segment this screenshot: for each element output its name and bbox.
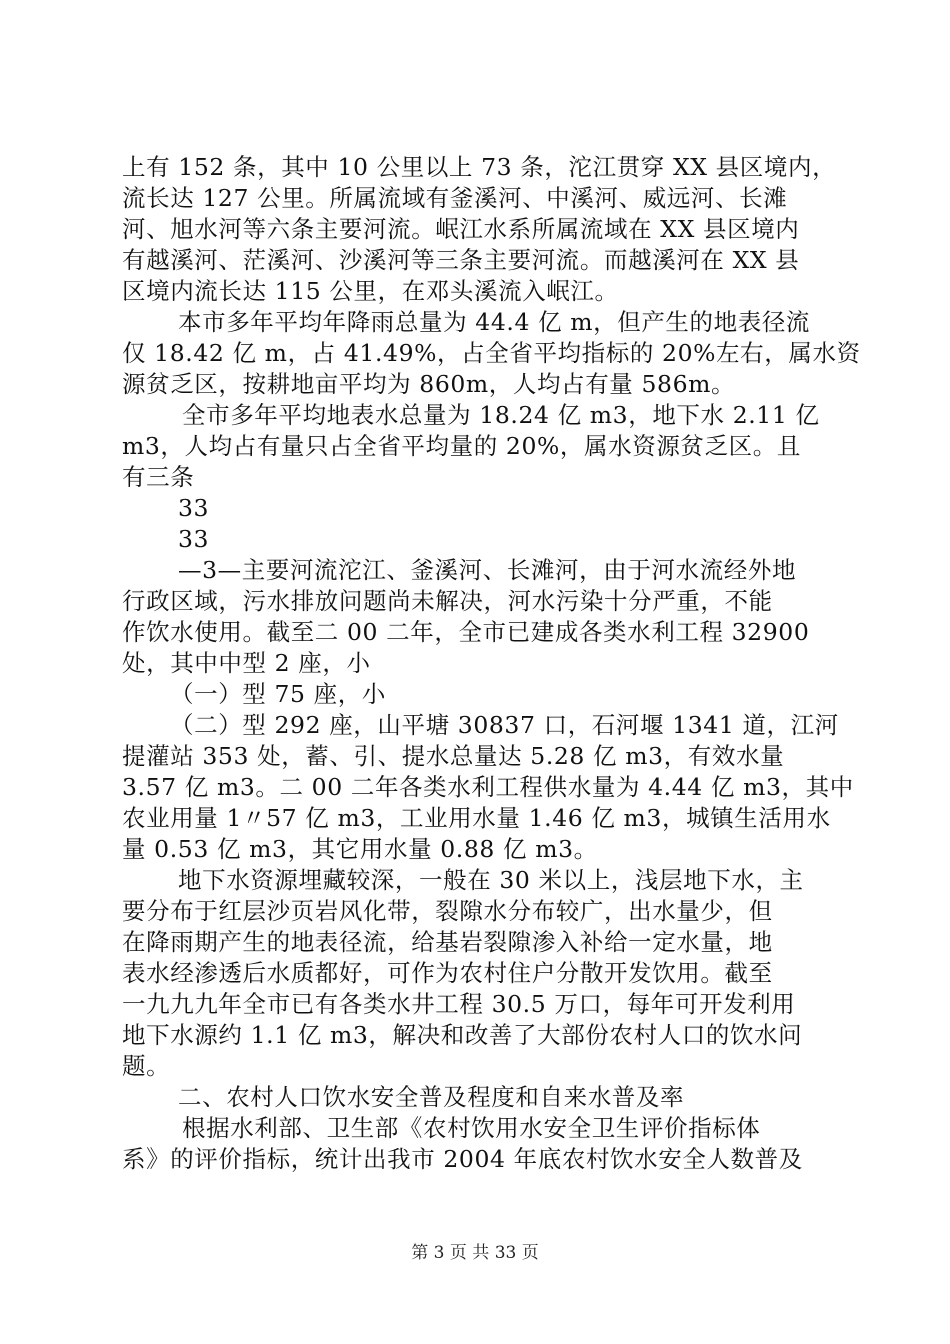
paragraph-start-line: 根据水利部、卫生部《农村饮用水安全卫生评价指标体: [182, 1114, 761, 1142]
page-number-label: 第 3 页 共 33 页: [411, 1243, 539, 1263]
page-footer: [0, 1243, 950, 1263]
text-line: 流长达 127 公里。所属流域有釜溪河、中溪河、威远河、长滩: [122, 184, 788, 212]
text-line: 一九九九年全市已有各类水井工程 30.5 万口，每年可开发利用: [122, 990, 796, 1018]
text-line: 有越溪河、茫溪河、沙溪河等三条主要河流。而越溪河在 XX 县: [122, 246, 800, 274]
text-line: 处，其中中型 2 座，小: [122, 649, 371, 677]
text-line: m3，人均占有量只占全省平均量的 20%，属水资源贫乏区。且: [122, 432, 801, 460]
text-line: 提灌站 353 处，蓄、引、提水总量达 5.28 亿 m3，有效水量: [122, 742, 785, 770]
text-line: 作饮水使用。截至二 00 二年，全市已建成各类水利工程 32900: [122, 618, 810, 646]
paragraph-start-line: —3—主要河流沱江、釜溪河、长滩河，由于河水流经外地: [178, 556, 797, 584]
text-line: 33: [178, 525, 210, 553]
text-line: 题。: [122, 1052, 171, 1080]
text-line: 地下水源约 1.1 亿 m3，解决和改善了大部份农村人口的饮水问: [122, 1021, 803, 1049]
paragraph-start-line: 地下水资源埋藏较深，一般在 30 米以上，浅层地下水，主: [178, 866, 804, 894]
paragraph-start-line: 全市多年平均地表水总量为 18.24 亿 m3，地下水 2.11 亿: [182, 401, 820, 429]
text-line: 河、旭水河等六条主要河流。岷江水系所属流域在 XX 县区境内: [122, 215, 800, 243]
list-item-line: （一）型 75 座，小: [170, 680, 386, 708]
text-line: 有三条: [122, 463, 195, 491]
text-line: 量 0.53 亿 m3，其它用水量 0.88 亿 m3。: [122, 835, 598, 863]
text-line: 源贫乏区，按耕地亩平均为 860m，人均占有量 586m。: [122, 370, 736, 398]
text-line: 仅 18.42 亿 m，占 41.49%，占全省平均指标的 20%左右，属水资: [122, 339, 861, 367]
text-line: 33: [178, 494, 210, 522]
text-line: 要分布于红层沙页岩风化带，裂隙水分布较广，出水量少，但: [122, 897, 773, 925]
text-line: 农业用量 1〃57 亿 m3，工业用水量 1.46 亿 m3，城镇生活用水: [122, 804, 831, 832]
text-line: 表水经渗透后水质都好，可作为农村住户分散开发饮用。截至: [122, 959, 773, 987]
body-text: [122, 152, 861, 1175]
list-item-line: （二）型 292 座，山平塘 30837 口，石河堰 1341 道，江河: [170, 711, 839, 739]
text-line: 行政区域，污水排放问题尚未解决，河水污染十分严重，不能: [122, 587, 773, 615]
text-line: 在降雨期产生的地表径流，给基岩裂隙渗入补给一定水量，地: [122, 928, 773, 956]
text-line: 系》的评价指标，统计出我市 2004 年底农村饮水安全人数普及: [122, 1145, 803, 1173]
text-line: 3.57 亿 m3。二 00 二年各类水利工程供水量为 4.44 亿 m3，其中: [122, 773, 854, 801]
text-line: 上有 152 条，其中 10 公里以上 73 条，沱江贯穿 XX 县区境内，: [122, 153, 837, 181]
text-line: 区境内流长达 115 公里，在邓头溪流入岷江。: [122, 277, 619, 305]
section-heading: 二、农村人口饮水安全普及程度和自来水普及率: [178, 1083, 685, 1111]
paragraph-start-line: 本市多年平均年降雨总量为 44.4 亿 m，但产生的地表径流: [178, 308, 811, 336]
